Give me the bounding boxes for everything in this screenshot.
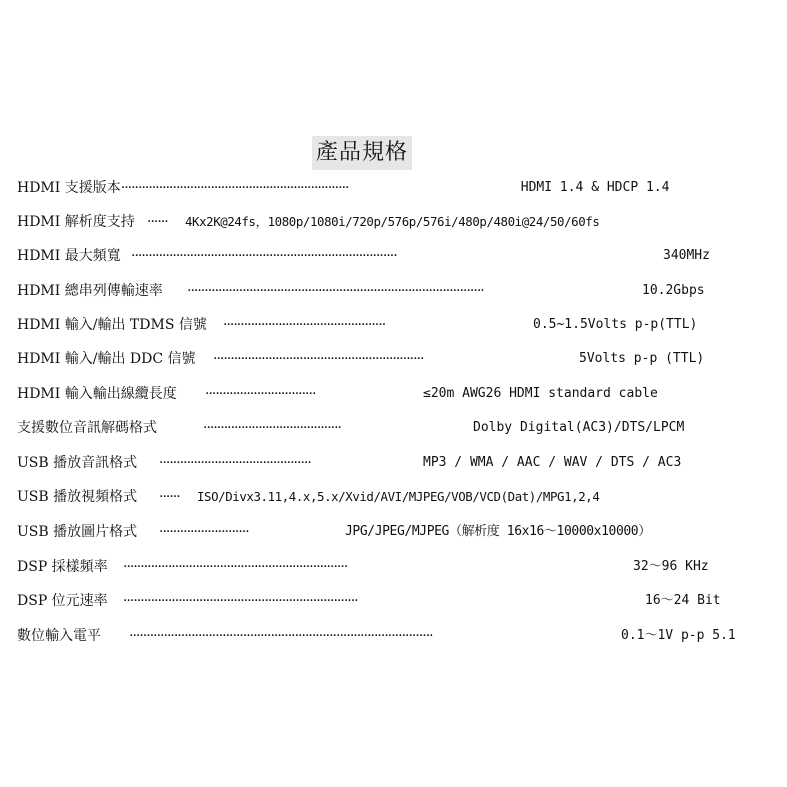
dot-leader: ·························· bbox=[159, 524, 249, 540]
dot-leader: ············································ bbox=[159, 455, 311, 471]
dot-leader: ····························································· bbox=[213, 351, 424, 367]
spec-value: 0.5~1.5Volts p-p(TTL) bbox=[533, 317, 698, 332]
spec-row-audio-decoding bbox=[17, 416, 684, 440]
spec-value: JPG/JPEG/MJPEG（解析度 16x16～10000x10000） bbox=[345, 524, 651, 539]
spec-value: 340MHz bbox=[663, 248, 710, 263]
spec-label: 支援數位音訊解碼格式 bbox=[17, 420, 157, 436]
dot-leader: ··············································· bbox=[223, 317, 386, 333]
spec-label: HDMI 輸入/輸出 TDMS 信號 bbox=[17, 317, 207, 333]
spec-value: HDMI 1.4 & HDCP 1.4 bbox=[520, 180, 670, 195]
spec-value: 4Kx2K@24fs，1080p/1080i/720p/576p/576i/480p/480i@24/50/60fs bbox=[185, 214, 600, 229]
spec-row-hdmi-version bbox=[17, 176, 669, 200]
spec-row-hdmi-cable bbox=[17, 382, 658, 406]
dot-leader: ································ bbox=[205, 386, 316, 402]
dot-leader: ································································· bbox=[123, 559, 348, 575]
spec-value: MP3 / WMA / AAC / WAV / DTS / AC3 bbox=[423, 455, 682, 470]
spec-label: USB 播放音訊格式 bbox=[17, 455, 138, 471]
spec-row-usb-audio bbox=[17, 451, 681, 475]
spec-row-usb-video bbox=[17, 485, 599, 509]
spec-row-digital-input-level bbox=[17, 624, 736, 648]
dot-leader: ······················································································ bbox=[187, 283, 484, 299]
spec-label: HDMI 最大頻寬 bbox=[17, 248, 121, 264]
spec-row-hdmi-tdms bbox=[17, 313, 697, 337]
spec-value: ISO/Divx3.11,4.x,5.x/Xvid/AVI/MJPEG/VOB/VCD(Dat)/MPG1,2,4 bbox=[197, 489, 600, 504]
spec-row-dsp-bitrate bbox=[17, 589, 721, 613]
dot-leader: ···································································· bbox=[123, 593, 358, 609]
spec-row-hdmi-serial-rate bbox=[17, 279, 705, 303]
dot-leader: ·································································· bbox=[120, 180, 349, 196]
spec-label: 數位輸入電平 bbox=[17, 628, 101, 644]
spec-label: DSP 採樣頻率 bbox=[17, 559, 108, 575]
dot-leader: ········································ bbox=[203, 420, 342, 436]
dot-leader: ············································································· bbox=[131, 248, 397, 264]
spec-label: USB 播放圖片格式 bbox=[17, 524, 138, 540]
spec-row-hdmi-ddc bbox=[17, 347, 704, 371]
spec-value: 16～24 Bit bbox=[645, 593, 721, 608]
spec-value: Dolby Digital(AC3)/DTS/LPCM bbox=[473, 420, 685, 435]
spec-label: HDMI 總串列傳輸速率 bbox=[17, 283, 163, 299]
spec-label: USB 播放視頻格式 bbox=[17, 489, 138, 505]
spec-value: 0.1～1V p-p 5.1 bbox=[621, 628, 736, 643]
spec-label: HDMI 輸入/輸出 DDC 信號 bbox=[17, 351, 196, 367]
dot-leader: ······ bbox=[147, 214, 168, 230]
spec-row-usb-image bbox=[17, 520, 651, 544]
spec-value: 32～96 KHz bbox=[633, 559, 709, 574]
spec-label: HDMI 支援版本 bbox=[17, 180, 121, 196]
spec-value: ≤20m AWG26 HDMI standard cable bbox=[423, 386, 658, 401]
spec-value: 10.2Gbps bbox=[642, 283, 705, 298]
spec-value: 5Volts p-p (TTL) bbox=[579, 351, 705, 366]
spec-label: DSP 位元速率 bbox=[17, 593, 108, 609]
spec-row-hdmi-resolution bbox=[17, 210, 599, 234]
spec-row-dsp-sampling bbox=[17, 555, 709, 579]
spec-row-hdmi-bandwidth bbox=[17, 244, 710, 268]
page-title: 產品規格 bbox=[312, 136, 412, 170]
dot-leader: ························································································ bbox=[129, 628, 433, 644]
spec-label: HDMI 輸入輸出線纜長度 bbox=[17, 386, 177, 402]
spec-label: HDMI 解析度支持 bbox=[17, 214, 135, 230]
dot-leader: ······ bbox=[159, 489, 180, 505]
